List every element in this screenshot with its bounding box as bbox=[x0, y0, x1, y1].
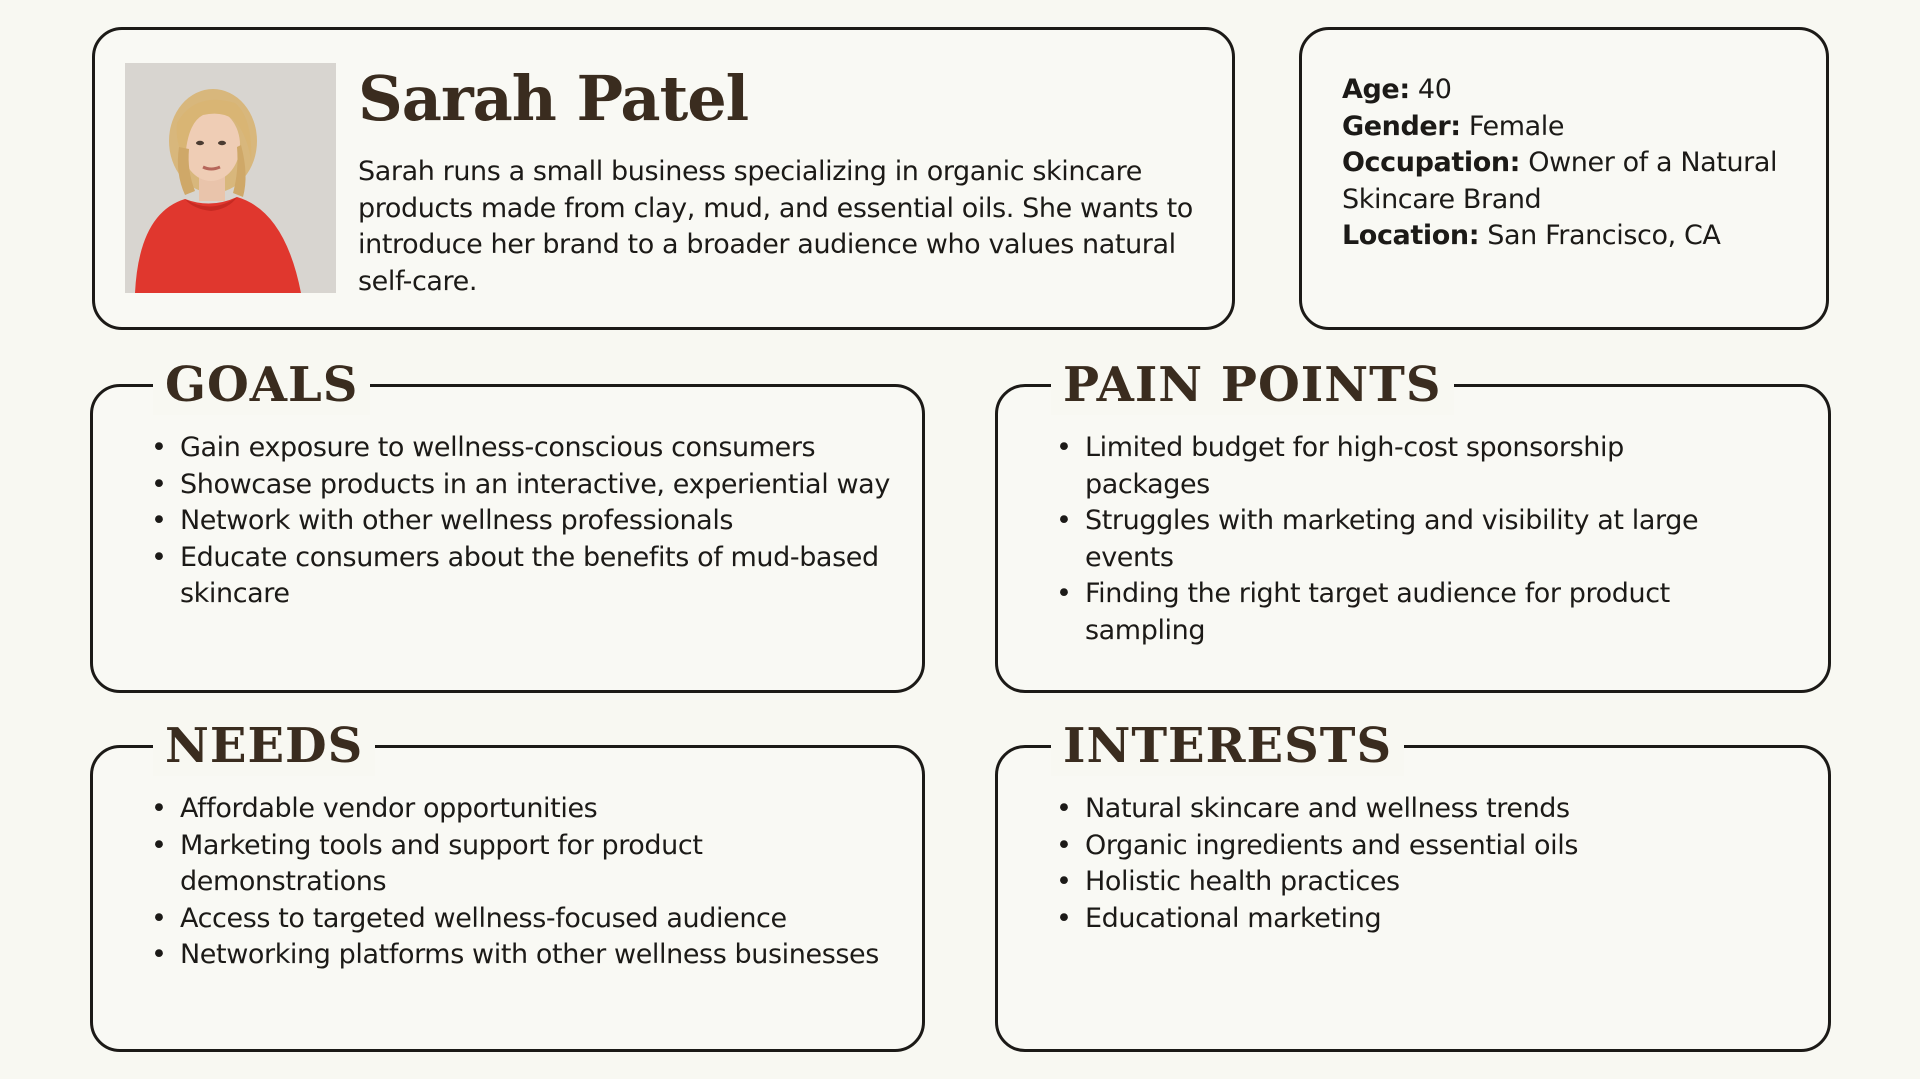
interests-card bbox=[995, 718, 1831, 1052]
location-value: San Francisco, CA bbox=[1487, 220, 1721, 251]
interests-title: INTERESTS bbox=[1051, 716, 1404, 776]
interests-list bbox=[1085, 791, 1805, 937]
list-item: • Networking platforms with other wellness businesses bbox=[180, 937, 880, 974]
persona-name: Sarah Patel bbox=[358, 62, 749, 135]
age-row bbox=[1342, 72, 1812, 109]
needs-title: NEEDS bbox=[153, 716, 375, 776]
list-item: • Educate consumers about the benefits of mud-based skincare bbox=[180, 540, 900, 613]
needs-list bbox=[180, 791, 880, 974]
list-item: • Access to targeted wellness-focused audience bbox=[180, 901, 880, 938]
occupation-label: Occupation: bbox=[1342, 147, 1521, 178]
list-item: • Showcase products in an interactive, experiential way bbox=[180, 467, 900, 504]
needs-card bbox=[90, 718, 925, 1052]
demographics-list bbox=[1342, 72, 1812, 255]
occupation-value: Owner of a Natural Skincare Brand bbox=[1342, 147, 1778, 215]
profile-photo bbox=[125, 63, 336, 293]
persona-bio: Sarah runs a small business specializing in organic skincare products made from clay, mud, and essential oils. She wants to introduce her brand to a broader audience who values natural self-care. bbox=[358, 156, 1193, 297]
list-item: • Marketing tools and support for product demonstrations bbox=[180, 828, 880, 901]
gender-row bbox=[1342, 109, 1812, 146]
goals-title: GOALS bbox=[153, 355, 370, 415]
age-label: Age: bbox=[1342, 74, 1410, 105]
demographics-card bbox=[1299, 27, 1829, 330]
age-value: 40 bbox=[1417, 74, 1452, 105]
list-item: • Affordable vendor opportunities bbox=[180, 791, 880, 828]
pain-points-card bbox=[995, 357, 1831, 693]
list-item: • Network with other wellness professionals bbox=[180, 503, 900, 540]
gender-label: Gender: bbox=[1342, 110, 1461, 142]
list-item: • Educational marketing bbox=[1085, 901, 1805, 938]
list-item: • Holistic health practices bbox=[1085, 864, 1805, 901]
list-item: • Finding the right target audience for product sampling bbox=[1085, 576, 1725, 649]
list-item: • Gain exposure to wellness-conscious consumers bbox=[180, 430, 900, 467]
gender-value: Female bbox=[1468, 110, 1565, 142]
pain-points-list bbox=[1085, 430, 1725, 649]
list-item: • Limited budget for high-cost sponsorship packages bbox=[1085, 430, 1725, 503]
list-item: • Natural skincare and wellness trends bbox=[1085, 791, 1805, 828]
goals-card bbox=[90, 357, 925, 693]
location-row bbox=[1342, 218, 1812, 255]
location-label: Location: bbox=[1342, 220, 1480, 251]
profile-card bbox=[92, 27, 1235, 330]
occupation-row bbox=[1342, 145, 1812, 218]
list-item: • Organic ingredients and essential oils bbox=[1085, 828, 1805, 865]
pain-points-title: PAIN POINTS bbox=[1051, 355, 1454, 415]
goals-list bbox=[180, 430, 900, 613]
list-item: • Struggles with marketing and visibility at large events bbox=[1085, 503, 1725, 576]
